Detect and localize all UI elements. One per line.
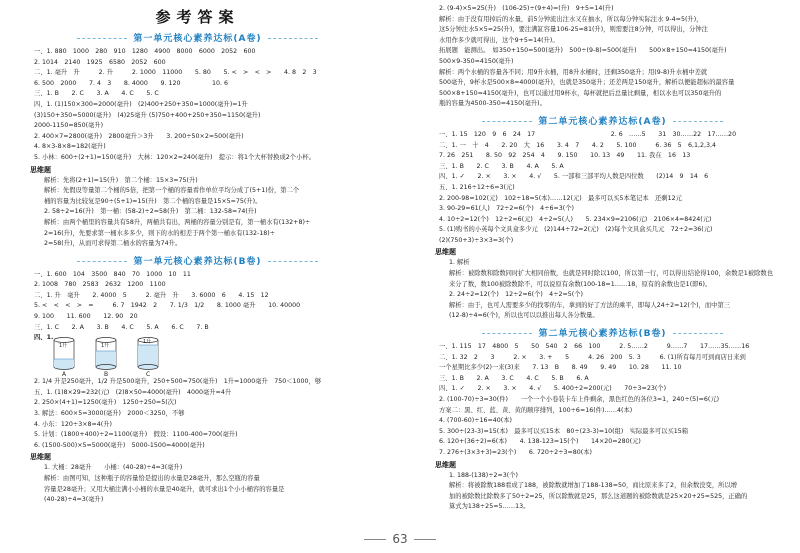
answer-line: 五、1. 216÷12÷6=3(元) — [439, 183, 515, 191]
answer-line: 5. 计划：(1800+400)÷2=1100(毫升) 假设：1100-400=700(毫升) — [34, 431, 238, 439]
answer-line: 算式为138÷25=5……13。 — [449, 503, 530, 511]
answer-line: 三、1. B 2. C 3. A 4. C 5. C — [34, 90, 159, 98]
answer-line: 5. 300÷(23-3)=15(本) 最多可以买15本 80÷(23-3)=10(组) 实际最多可以买15箱 — [439, 427, 689, 435]
unit1-a-answers — [0, 47, 395, 164]
answer-line: 1. 188-(138)÷2=3(个) — [449, 471, 519, 479]
answer-line: (3)150+350=5000(毫升) (4)25毫升 (5)750+400+250+350=1150(毫升) — [34, 111, 261, 119]
answer-line: 2000-1150=850(毫升) — [34, 122, 104, 130]
answer-line: 瓶的容量为4500-350=4150(毫升)。 — [439, 100, 546, 108]
right-column — [405, 0, 800, 553]
cup-c-capacity: 1升 — [143, 339, 152, 346]
answer-line: 二、1. 升 毫升 2. 4000 5 2. 毫升 升 3. 6000 6 4. 15 12 — [34, 291, 269, 299]
answer-line: 3. 解法：600×5=3000(毫升) 2000＜3250，不够 — [34, 410, 185, 418]
answer-line: 2. 24÷2=12(个) 12÷2=6(个) 4÷2=5(个) — [449, 291, 583, 299]
expand-answers — [405, 46, 800, 110]
page-title: 参考答案 — [155, 8, 240, 26]
answer-line: 四、1. ✓ 2. × 3. × 4. √ 5. 400÷2=200(元) 70÷3=23(个) — [439, 385, 667, 393]
page-number: 63 — [0, 532, 800, 546]
answer-line: 三、1. C 2. A 3. B 4. C 5. A 6. C 7. B — [34, 323, 209, 331]
answer-line: 解析：先假设等量第二个桶的5倍，把第一个桶的容量看作单位平均分成了(5+1)份，第二个 — [44, 187, 300, 195]
cup-a — [54, 338, 74, 378]
answer-line: 三、1. B 2. A 3. C 4. C 5. B 6. A — [439, 374, 589, 382]
answer-line: 三、1. B 2. C 3. B 4. A 5. A — [439, 162, 564, 170]
section-title-unit2-b: 第二单元核心素养达标(B卷) — [405, 326, 800, 339]
answer-line: 一、1. 15 120 9 6 24 17 2. 6 ……5 31 30……22 17……20 — [439, 130, 737, 138]
answer-line: 5. < < < > = 6. 7 1942 2 7. 1/3 1/2 8. 1000 毫升 10. 40000 — [34, 302, 301, 310]
answer-line: 这5分钟注水5×5=25(升)，要注满缸容量106-25=81(升)，则需要注8分钟，可以得出，分钟注 — [439, 26, 708, 34]
answer-line: 一、1. 600 104 3500 840 70 1000 10 11 — [34, 270, 191, 278]
think-label: 思维题 — [30, 453, 51, 462]
answer-line: (12-8)÷4=6(个)，所以也可以以推出每人各分数量。 — [449, 312, 599, 320]
cup-figure: 四、1. 1升 A 1升 B 1升 C — [0, 333, 395, 377]
answer-line: 二、1. 一 十 4 2. 20 大 16 3. 4 7 4. 2 5. 100 6. 36 5 6,1,2,3,4 — [439, 141, 717, 149]
unit1-a-think-answers — [0, 176, 395, 250]
answer-line: 解析：由于，也可人需要多少的找零的车，拿到的好了方法的乘平，即每人24÷2=12(个)，而中第三 — [449, 301, 731, 309]
answer-line: 加的被除数比除数多了50÷2=25，所以除数就是25，那么这道题的被除数就是25×20+25=525，正确的 — [449, 492, 748, 500]
answer-line: 解析：先将(2+1)=15(升) 第二个桶：15×3=75(升) — [44, 176, 198, 184]
answer-line: 4. 小东：120÷3×8=4(升) — [34, 420, 112, 428]
answer-line: 2. 200-98=102(元) 102÷18=5(本)……12(元) 最多可以买5本笔记本 还剩12元 — [439, 194, 682, 202]
answer-line: 2=16(升)，先要求第一桶水多多少，则下的水的相差于两个第一桶水有(132-18)÷ — [44, 229, 276, 237]
cup-c — [138, 338, 158, 378]
answer-line: 解析：由于没有用掉后的水量，前5分钟流出注水又在抽水，所以每分钟实际注水 9-4=5(升)， — [439, 15, 703, 23]
think-label: 思维题 — [435, 248, 456, 257]
answer-line: 四、1. ✓ 2. × 3. × 4. √ 5. 一部和三部平均人数是四位数 (2)14 9 14 6 — [439, 173, 709, 181]
answer-line: 2. 1014 2140 1925 6580 2052 600 — [34, 58, 166, 66]
answer-line: 一、1. 115 17 4800 5 50 540 2 66 100 2. 5……2 9……7 17……35……16 — [439, 343, 750, 351]
answer-line: 500毫升，9杯水是500×8=4000(毫升)，也就是350毫升；还差两是150毫升，解析以便能超标的最容量 — [439, 79, 735, 87]
answer-line: 解析：被除数和除数同时扩大相同倍数，也就是同时除以100，所以第一行，可以得出结论得100，余数是1被除数也 — [449, 270, 773, 278]
answer-line: 6. 120+(36÷2)=6(本) 4. 138-123=15(个) 14×20=280(元) — [439, 438, 641, 446]
answer-line: 解析：将被除数188看成了188，被除数就增加了188-138=50，商比原来多了2，但余数没变，所以增 — [449, 482, 738, 490]
answer-line: 拓展题 能测出。 如350+150=500(毫升) 500÷(9-8)=500(毫升) 500×8+150=4150(毫升) — [439, 47, 727, 55]
cup-a-caption: A — [62, 371, 67, 378]
answer-line: 1. 大桶：28毫升 小桶：(40-28)÷4=3(毫升) — [44, 464, 183, 472]
continued-answers — [405, 4, 800, 46]
answer-line: 一、1. 880 1000 280 910 1280 4900 8000 6000 2052 600 — [34, 48, 256, 55]
answer-line: 2. 1/4 升是250毫升，1/2 升是500毫升，250+500=750(毫升) 1升=1000毫升 750＜1000，够 — [34, 378, 322, 386]
cup-b-capacity: 1升 — [101, 343, 110, 350]
answer-line: 500×8+150=4150(毫升)，也可以通过用9杯水，每杯就把后总量比剩量，相以水也可以350毫升的 — [439, 89, 722, 97]
answer-line: 解析：两个水桶的容量各不同；用9升水桶，用8升水桶时，还剩350毫升；用(9-8)升水桶中差就 — [439, 68, 708, 76]
answer-line: 2. (100-70)÷3=30(件) 一个一个小卷装卡车上件剩余，黑色红色的各位3=1，240÷(5)=6(元) — [439, 396, 720, 403]
answer-line: 解析：由图可知，这种瓶子的容量恰是提出的水量是28毫升，那么空瓶的容量 — [44, 475, 260, 482]
answer-line: 容量是28毫升；又用大桶注满小小桶的水量是40毫升，就可求出1个小小桶容的容量是 — [44, 485, 285, 493]
section-title-unit2-a: 第二单元核心素养达标(A卷) — [405, 114, 800, 127]
answer-line: (2)(750+3)÷3×3=3(个) — [439, 236, 514, 244]
answer-line: 7. 26 251 8. 50 92 254 4 9. 150 10. 13 49 11. 我在 16 13 — [439, 152, 691, 160]
answer-line: 四、1. (1)150×300=2000(毫升) (2)400+250+350=1000(毫升)=1升 — [34, 100, 248, 108]
answer-line: 桶的容量为比较复是90÷(5+1)=15(升) 第二个桶的容量是15×5=75(升)。 — [44, 197, 262, 205]
unit1-b-answers — [0, 270, 395, 334]
answer-line: 2. 250×(4+1)=1250(毫升) 1250÷250=5(次) — [34, 399, 177, 407]
measuring-cups-image — [50, 335, 180, 377]
left-column — [0, 0, 395, 553]
cup-b — [96, 338, 116, 378]
answer-line: 2. 400×7=2800(毫升) 2800毫升＞3升 3. 200÷50×2=500(毫升) — [34, 132, 244, 140]
cup-c-caption: C — [146, 371, 151, 378]
unit1-b-think-answers — [0, 463, 395, 505]
answer-line: 二、1. 毫升 升 2. 升 2. 1000 11000 5. 80 5. < > < > 4. 8 2 3 — [34, 69, 317, 77]
answer-line: (40-28)÷4=3(毫升) — [44, 496, 104, 504]
answer-line: 5. (1)购书的小英每个文具盒多少元 (2)144÷72=2(元) (2)每个文具盒买几元 72÷2=36(元) — [439, 226, 713, 234]
answer-line: 方案二：黑、红、蓝、黄、黄的顺序排列，100÷6=16(件)……4(本) — [439, 406, 633, 414]
cup-b-caption: B — [104, 371, 109, 378]
answer-line: 2=58(升)，从而可求得第二桶水的容量为74升。 — [44, 240, 182, 248]
think-label: 思维题 — [30, 165, 51, 174]
think-label: 思维题 — [435, 460, 456, 469]
answer-line: 7. 276÷(3×3+3)=23(个) 6. 720÷2÷3=80(本) — [439, 448, 592, 456]
answer-line: 水用作多少就可得出，这个9+5=14(升)。 — [439, 36, 559, 44]
answer-line: 3. 90-29=61(人) 72÷2=6(个) 4÷6=3(个) — [439, 205, 574, 213]
unit2-b-answers — [405, 342, 800, 459]
answer-line: 2. (9-4)×5=25(升) (106-25)÷(9+4)=(升) 9+5=14(升) — [439, 5, 614, 12]
unit2-a-answers — [405, 130, 800, 247]
section-title-unit1-a: 第一单元核心素养达标(A卷) — [0, 31, 395, 44]
answer-line: 6. 500 2000 7. 4 3 8. 4000 9. 120 10. 6 — [34, 79, 229, 87]
unit1-b-answers-continued — [0, 377, 395, 451]
answer-line: 二、1. 32 2 3 2. × 3. + 5 4. 26 200 5. 3 6. (1)所有每月可到商店日来到 — [439, 353, 746, 361]
section-title-unit1-b: 第一单元核心素养达标(B卷) — [0, 254, 395, 267]
answer-line: 一个星期比多少(2)一来(3)来 7. 13 B 8. 49 9. 49 10. 28 11. 10 — [439, 364, 682, 372]
answer-line: 9. 100 11. 600 12. 90 20 — [34, 313, 138, 321]
answer-line: 1. 解析 — [449, 259, 470, 267]
answer-line: 4. (700-60)÷16=40(本) — [439, 417, 513, 425]
answer-line: 6. (1500-500)×5=5000(毫升) 5000-1500=4000(毫升) — [34, 441, 205, 449]
unit2-a-think-answers — [405, 258, 800, 322]
answer-line: 五、1. (1)8×29=232(元) (2)8×50=4000(毫升) 4000毫升=4升 — [34, 388, 232, 396]
answer-line: 解析：由两个桶里的容量共有58升，两桶共有出，两桶的容量分别是有，第一桶水有(132+8)÷ — [44, 218, 311, 226]
answer-line: 2. 1008 780 2583 2632 1200 1100 — [34, 281, 166, 289]
unit2-b-think-answers — [405, 471, 800, 513]
answer-line: 5. 小林：600÷(2+1)=150(毫升) 大林：120×2=240(毫升) 提示：将1个大杯替换成2个小杯。 — [34, 153, 315, 161]
cup-a-capacity: 1升 — [59, 343, 68, 350]
answer-line: 500×9-350=4150(毫升) — [439, 57, 514, 65]
answer-line: 2. 58÷2=16(升) 第一桶：(58-2)÷2=58(升) 第二桶：132-58=74(升) — [44, 208, 257, 216]
answer-line: 来分了数，数100被除数除不，可以说原有余数(100-18=1……18，原有的余数也是1(即6)。 — [449, 280, 712, 288]
answer-line: 4. 10÷2=12(个) 12÷2=6(元) 4÷2=5(人) 5. 234×9=2106(元) 2106×4=8424(元) — [439, 215, 712, 223]
answer-line: 4. 8×3-8×8=182(毫升) — [34, 143, 106, 151]
